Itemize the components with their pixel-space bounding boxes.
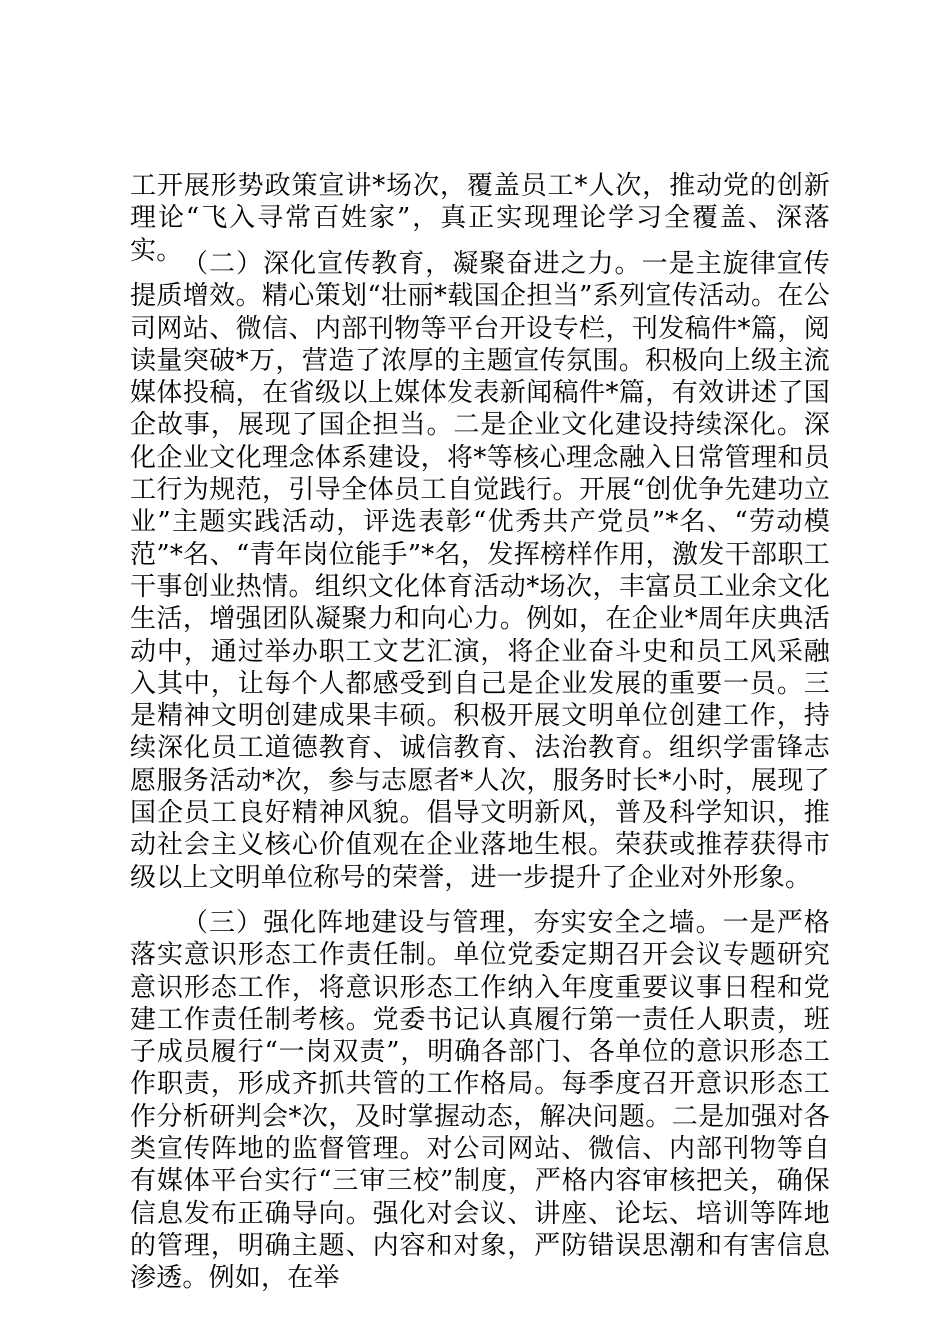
paragraph-text: 工开展形势政策宣讲*场次，覆盖员工*人次，推动党的创新理论“飞入寻常百姓家”，真正实现理论学习全覆盖、深落实。 [130, 171, 830, 266]
paragraph-text: （二）深化宣传教育，凝聚奋进之力。一是主旋律宣传提质增效。精心策划“壮丽*载国企担当”系列宣传活动。在公司网站、微信、内部刊物等平台开设专栏，刊发稿件*篇，阅读量突破*万，营造了浓厚的主题宣传氛围。积极向上级主流媒体投稿，在省级以上媒体发表新闻稿件*篇，有效讲述了国企故事，展现了国企担当。二是企业文化建设持续深化。深化企业文化理念体系建设，将*等核心理念融入日常管理和员工行为规范，引导全体员工自觉践行。开展“创优争先建功立业”主题实践活动，评选表彰“优秀共产党员”*名、“劳动模范”*名、“青年岗位能手”*名，发挥榜样作用，激发干部职工干事创业热情。组织文化体育活动*场次，丰富员工业余文化生活，增强团队凝聚力和向心力。例如，在企业*周年庆典活动中，通过举办职工文艺汇演，将企业奋斗史和员工风采融入其中，让每个人都感受到自己是企业发展的重要一员。三是精神文明创建成果丰硕。积极开展文明单位创建工作，持续深化员工道德教育、诚信教育、法治教育。组织学雷锋志愿服务活动*次，参与志愿者*人次，服务时长*小时，展现了国企员工良好精神风貌。倡导文明新风，普及科学知识，推动社会主义核心价值观在企业落地生根。荣获或推荐获得市级以上文明单位称号的荣誉，进一步提升了企业对外形象。 [130, 249, 830, 893]
paragraph-section-3 [130, 907, 830, 1295]
paragraph-section-2 [130, 248, 830, 894]
paragraph-text: （三）强化阵地建设与管理，夯实安全之墙。一是严格落实意识形态工作责任制。单位党委定期召开会议专题研究意识形态工作，将意识形态工作纳入年度重要议事日程和党建工作责任制考核。党委书记认真履行第一责任人职责，班子成员履行“一岗双责”，明确各部门、各单位的意识形态工作职责，形成齐抓共管的工作格局。每季度召开意识形态工作分析研判会*次，及时掌握动态，解决问题。二是加强对各类宣传阵地的监督管理。对公司网站、微信、内部刊物等自有媒体平台实行“三审三校”制度，严格内容审核把关，确保信息发布正确导向。强化对会议、讲座、论坛、培训等阵地的管理，明确主题、内容和对象，严防错误思潮和有害信息渗透。例如，在举 [130, 908, 830, 1294]
